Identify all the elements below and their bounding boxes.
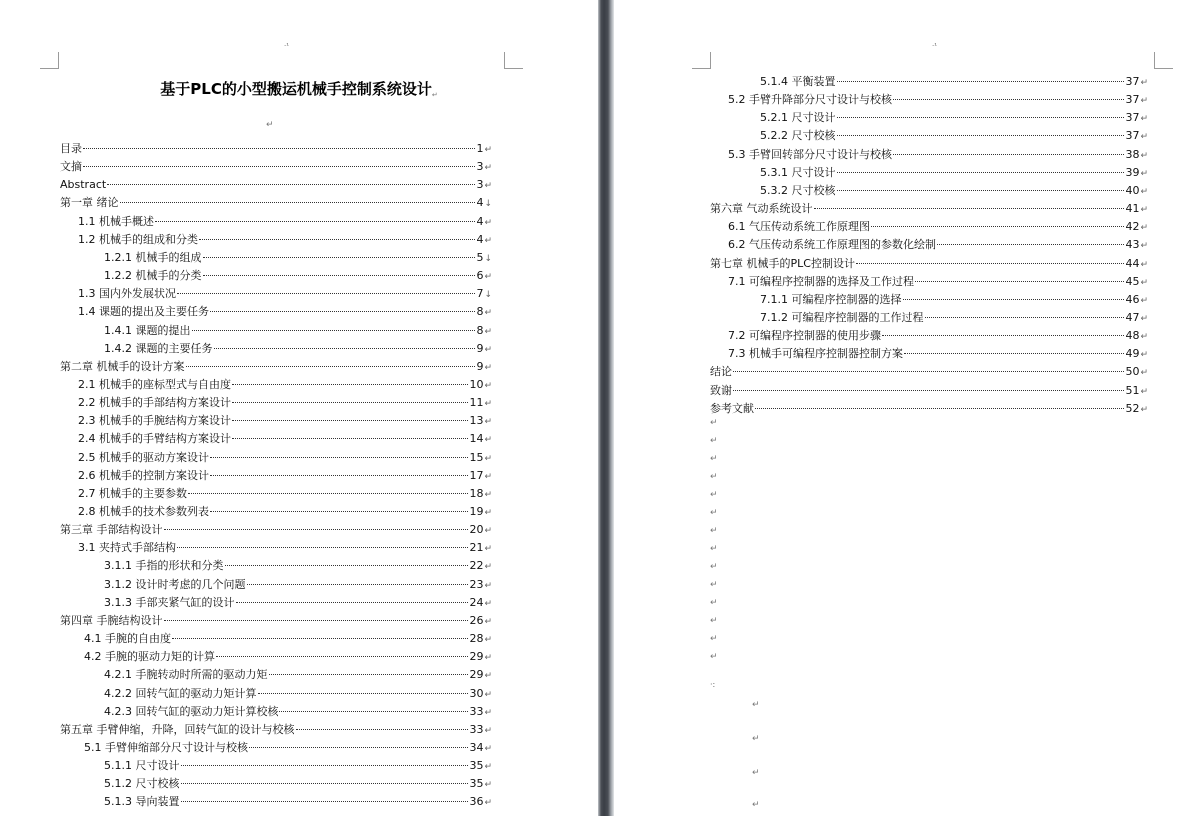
toc-leader-dots: [258, 679, 469, 694]
toc-leader-dots: [83, 152, 475, 167]
toc-entry-title: 7.1.1 可编程序控制器的选择: [760, 292, 902, 306]
toc-leader-dots: [915, 267, 1124, 282]
paragraph-mark: ↵: [710, 634, 718, 644]
toc-entry-title: 2.4 机械手的手臂结构方案设计: [78, 432, 231, 446]
toc-leader-dots: [164, 515, 469, 530]
toc-entry-title: 2.1 机械手的座标型式与自由度: [78, 377, 231, 391]
toc-entry-page: 40: [1125, 183, 1140, 197]
toc-entry-title: 5.3 手臂回转部分尺寸设计与校核: [728, 147, 892, 161]
paragraph-mark: ↓: [484, 290, 492, 301]
toc-entry-page: 52: [1125, 401, 1140, 415]
toc-entry-title: 5.3.1 尺寸设计: [760, 165, 836, 179]
toc-entry-title: 结论: [710, 365, 732, 379]
paragraph-mark: ↵: [1140, 295, 1148, 306]
toc-leader-dots: [837, 158, 1125, 173]
toc-entry-title: 4.2 手腕的驱动力矩的计算: [84, 650, 215, 664]
toc-entry-page: 42: [1125, 220, 1140, 234]
toc-entry-title: 第六章 气动系统设计: [710, 202, 813, 216]
toc-entry-title: 第一章 绪论: [60, 196, 119, 210]
toc-entry-page: 20: [469, 523, 484, 537]
toc-leader-dots: [871, 212, 1124, 227]
toc-entry-title: 5.1.4 平衡装置: [760, 75, 836, 88]
toc-leader-dots: [83, 134, 475, 149]
toc-entry-title: 第七章 机械手的PLC控制设计: [710, 256, 855, 270]
toc-entry-page: 3: [476, 178, 484, 192]
toc-entry-title: 1.1 机械手概述: [78, 214, 154, 228]
paragraph-mark: ↵: [710, 616, 718, 626]
toc-leader-dots: [210, 461, 468, 476]
toc-leader-dots: [893, 85, 1124, 100]
paragraph-mark: ↵: [1140, 78, 1148, 88]
paragraph-mark: ↵: [710, 472, 718, 482]
header-mark: ·¹: [284, 42, 290, 50]
toc-entry-title: 7.2 可编程序控制器的使用步骤: [728, 329, 881, 343]
toc-leader-dots: [279, 697, 468, 712]
toc-leader-dots: [837, 67, 1125, 82]
paragraph-mark: ↵: [1140, 168, 1148, 179]
toc-leader-dots: [216, 642, 468, 657]
toc-entry[interactable]: [710, 397, 1148, 415]
document-page-right: [614, 0, 1187, 816]
paragraph-mark: ↵: [484, 544, 492, 555]
toc-entry-title: 2.5 机械手的驱动方案设计: [78, 450, 209, 464]
paragraph-mark: ↵: [484, 635, 492, 646]
toc-entry-title: 1.2.1 机械手的组成: [104, 250, 202, 264]
paragraph-mark: ↵: [484, 362, 492, 373]
toc-entry-title: 1.4 课题的提出及主要任务: [78, 305, 209, 319]
paragraph-mark: ↵: [484, 616, 492, 627]
toc-entry-page: 22: [469, 559, 484, 573]
toc-entry-title: 5.2.1 尺寸设计: [760, 111, 836, 125]
toc-leader-dots: [120, 188, 476, 203]
toc-entry-title: 第四章 手腕结构设计: [60, 613, 163, 627]
toc-entry-title: 1.4.2 课题的主要任务: [104, 341, 213, 355]
toc-entry-page: 41: [1125, 202, 1140, 216]
toc-leader-dots: [232, 388, 468, 403]
toc-entry-page: 38: [1125, 147, 1140, 161]
toc-entry-title: 参考文献: [710, 401, 754, 415]
toc-entry-page: 33: [469, 722, 484, 736]
paragraph-mark: ↵: [1140, 368, 1148, 379]
paragraph-mark: ↵: [484, 762, 492, 773]
toc-entry-page: 15: [469, 450, 484, 464]
toc-leader-dots: [107, 170, 475, 185]
toc-leader-dots: [269, 660, 469, 675]
paragraph-mark: ↵: [710, 508, 718, 518]
toc-entry-title: 第五章 手臂伸缩，升降，回转气缸的设计与校核: [60, 722, 295, 736]
paragraph-mark: ↵: [484, 326, 492, 337]
toc-entry-page: 36: [469, 795, 484, 809]
paragraph-mark: ↵: [484, 272, 492, 283]
crop-mark-top-left: [40, 52, 59, 69]
toc-entry-page: 26: [469, 613, 484, 627]
toc-entry-page: 23: [469, 577, 484, 591]
toc-leader-dots: [181, 787, 469, 802]
toc-leader-dots: [733, 376, 1124, 391]
paragraph-mark: ↵: [484, 653, 492, 664]
toc-entry-title: 4.2.1 手腕转动时所需的驱动力矩: [104, 668, 268, 682]
toc-entry-page: 37: [1125, 93, 1140, 107]
toc-entry-page: 9: [476, 359, 484, 373]
paragraph-mark: ↵: [1140, 313, 1148, 324]
paragraph-mark: ↵: [710, 454, 718, 464]
crop-mark-top-right: [504, 52, 523, 69]
toc-entry-title: 4.2.3 回转气缸的驱动力矩计算校核: [104, 704, 279, 718]
toc-entry-title: 5.1.3 导向装置: [104, 795, 180, 809]
toc-leader-dots: [155, 207, 475, 222]
paragraph-mark: ↵: [484, 743, 492, 754]
toc-leader-dots: [837, 121, 1125, 136]
toc-leader-dots: [164, 606, 469, 621]
paragraph-mark: ↵: [1140, 350, 1148, 361]
toc-leader-dots: [225, 551, 469, 566]
paragraph-mark: ↓: [484, 253, 492, 264]
toc-entry-title: 7.1.2 可编程序控制器的工作过程: [760, 310, 924, 324]
paragraph-mark: ↵: [710, 562, 718, 572]
paragraph-mark: ↵: [1140, 114, 1148, 125]
toc-entry-title: 2.7 机械手的主要参数: [78, 486, 187, 500]
paragraph-mark: ↵: [1140, 332, 1148, 343]
paragraph-mark: ↵: [484, 417, 492, 428]
paragraph-mark: ↵: [484, 689, 492, 700]
toc-entry-page: 30: [469, 686, 484, 700]
paragraph-mark: ↵: [1140, 386, 1148, 397]
paragraph-mark: ↵: [484, 399, 492, 410]
toc-leader-dots: [232, 406, 468, 421]
toc-entry-title: 3.1.3 手部夹紧气缸的设计: [104, 595, 235, 609]
paragraph-mark: ↵: [484, 435, 492, 446]
toc-entry-page: 35: [469, 759, 484, 773]
toc-entry-page: 29: [469, 650, 484, 664]
toc-leader-dots: [247, 570, 469, 585]
paragraph-mark: ↵: [1140, 241, 1148, 252]
toc-entry-page: 13: [469, 414, 484, 428]
paragraph-mark: ↵: [752, 734, 760, 744]
document-title: [0, 78, 598, 99]
page-divider: [598, 0, 614, 816]
paragraph-mark: ↵: [752, 800, 760, 810]
toc-leader-dots: [893, 140, 1124, 155]
document-title-text: 基于PLC的小型搬运机械手控制系统设计: [160, 80, 432, 98]
toc-entry-page: 8: [476, 323, 484, 337]
paragraph-mark: ↵: [484, 145, 492, 155]
toc-entry-page: 7: [476, 287, 484, 301]
toc-entry-page: 4: [476, 196, 484, 210]
toc-entry-title: 1.3 国内外发展状况: [78, 287, 176, 301]
paragraph-mark: ↵: [484, 526, 492, 537]
paragraph-mark: ↵: [1140, 277, 1148, 288]
toc-leader-dots: [181, 769, 469, 784]
toc-leader-dots: [199, 225, 475, 240]
toc-entry[interactable]: [104, 790, 492, 808]
toc-leader-dots: [249, 733, 468, 748]
paragraph-mark: ↵: [710, 418, 718, 428]
paragraph-mark: ↵: [752, 700, 760, 710]
toc-entry-page: 51: [1125, 383, 1140, 397]
paragraph-mark: ↵: [710, 490, 718, 500]
paragraph-mark: ↵: [484, 344, 492, 355]
toc-entry-page: 47: [1125, 310, 1140, 324]
toc-entry-title: 6.1 气压传动系统工作原理图: [728, 220, 870, 234]
toc-leader-dots: [181, 751, 469, 766]
toc-leader-dots: [856, 249, 1125, 264]
toc-leader-dots: [232, 370, 468, 385]
toc-entry-page: 24: [469, 595, 484, 609]
toc-entry-title: 3.1 夹持式手部结构: [78, 541, 176, 555]
toc-leader-dots: [203, 243, 476, 258]
toc-entry-page: 44: [1125, 256, 1140, 270]
paragraph-mark: ↵: [1140, 132, 1148, 143]
paragraph-mark: ↵: [710, 544, 718, 554]
toc-entry-page: 35: [469, 777, 484, 791]
paragraph-mark: ↵: [484, 308, 492, 319]
toc-entry-title: 1.4.1 课题的提出: [104, 323, 191, 337]
paragraph-mark: ↵: [710, 436, 718, 446]
paragraph-mark: ↵: [752, 768, 760, 778]
toc-entry-page: 50: [1125, 365, 1140, 379]
toc-entry-page: 37: [1125, 75, 1140, 88]
toc-entry-page: 37: [1125, 129, 1140, 143]
toc-entry-title: 2.6 机械手的控制方案设计: [78, 468, 209, 482]
toc-entry-page: 9: [476, 341, 484, 355]
toc-entry-title: 5.1.1 尺寸设计: [104, 759, 180, 773]
paragraph-mark: ↵: [484, 453, 492, 464]
toc-leader-dots: [837, 103, 1125, 118]
toc-entry-title: 7.1 可编程序控制器的选择及工作过程: [728, 274, 914, 288]
toc-leader-dots: [210, 497, 468, 512]
paragraph-mark: ↵: [1140, 96, 1148, 107]
toc-entry-title: 5.1.2 尺寸校核: [104, 777, 180, 791]
paragraph-mark: ↵: [1140, 404, 1148, 415]
toc-entry-title: 5.3.2 尺寸校核: [760, 183, 836, 197]
toc-entry-page: 10: [469, 377, 484, 391]
toc-entry-title: 第二章 机械手的设计方案: [60, 359, 185, 373]
toc-leader-dots: [925, 303, 1125, 318]
toc-leader-dots: [755, 394, 1124, 409]
toc-entry-title: 4.2.2 回转气缸的驱动力矩计算: [104, 686, 257, 700]
toc-entry-title: 第三章 手部结构设计: [60, 523, 163, 537]
toc-leader-dots: [186, 352, 476, 367]
toc-entry-page: 28: [469, 632, 484, 646]
toc-entry-title: 4.1 手腕的自由度: [84, 632, 171, 646]
paragraph-mark: ↵: [484, 725, 492, 736]
paragraph-mark: ↵: [710, 526, 718, 536]
toc-entry-page: 19: [469, 505, 484, 518]
paragraph-mark: ↵: [266, 120, 274, 130]
paragraph-mark: ↵: [484, 489, 492, 500]
paragraph-mark: ↵: [484, 181, 492, 192]
paragraph-mark: ↵: [484, 798, 492, 809]
toc-entry-page: 18: [469, 486, 484, 500]
crop-mark-top-left: [692, 52, 711, 69]
toc-entry-title: 2.3 机械手的手腕结构方案设计: [78, 414, 231, 428]
toc-entry-page: 4: [476, 232, 484, 246]
toc-entry-title: 6.2 气压传动系统工作原理图的参数化绘制: [728, 238, 936, 252]
paragraph-mark: ↵: [484, 780, 492, 791]
toc-leader-dots: [903, 285, 1125, 300]
toc-leader-dots: [236, 588, 469, 603]
toc-leader-dots: [733, 357, 1124, 372]
toc-leader-dots: [177, 279, 475, 294]
toc-entry-title: 2.8 机械手的技术参数列表: [78, 505, 209, 518]
toc-leader-dots: [904, 339, 1124, 354]
paragraph-mark: ↵: [484, 598, 492, 609]
toc-entry-title: 7.3 机械手可编程序控制器控制方案: [728, 347, 903, 361]
toc-entry-page: 49: [1125, 347, 1140, 361]
toc-entry-page: 34: [469, 740, 484, 754]
paragraph-mark: ↵: [431, 91, 438, 99]
toc-entry-page: 43: [1125, 238, 1140, 252]
paragraph-mark: ↵: [484, 380, 492, 391]
toc-entry-page: 1: [476, 142, 484, 155]
paragraph-mark: ↵: [484, 508, 492, 518]
toc-entry-title: 1.2 机械手的组成和分类: [78, 232, 198, 246]
toc-leader-dots: [296, 715, 469, 730]
toc-leader-dots: [837, 176, 1125, 191]
paragraph-mark: ↵: [1140, 186, 1148, 197]
toc-leader-dots: [203, 261, 476, 276]
paragraph-mark: ↵: [1140, 205, 1148, 216]
toc-entry-title: 目录: [60, 142, 82, 155]
toc-entry-page: 39: [1125, 165, 1140, 179]
toc-leader-dots: [210, 443, 468, 458]
toc-entry-page: 17: [469, 468, 484, 482]
toc-leader-dots: [232, 424, 468, 439]
toc-entry-page: 45: [1125, 274, 1140, 288]
toc-entry-page: 14: [469, 432, 484, 446]
toc-entry-page: 48: [1125, 329, 1140, 343]
toc-entry-page: 6: [476, 269, 484, 283]
toc-leader-dots: [192, 316, 476, 331]
toc-entry-page: 29: [469, 668, 484, 682]
dot-mark: ·:: [710, 680, 716, 689]
toc-leader-dots: [172, 624, 468, 639]
paragraph-mark: ↵: [1140, 259, 1148, 270]
toc-entry-page: 3: [476, 160, 484, 174]
paragraph-mark: ↵: [484, 471, 492, 482]
toc-entry-title: 5.1 手臂伸缩部分尺寸设计与校核: [84, 740, 248, 754]
paragraph-mark: ↵: [484, 580, 492, 591]
paragraph-mark: ↵: [484, 235, 492, 246]
toc-entry-title: 1.2.2 机械手的分类: [104, 269, 202, 283]
paragraph-mark: ↵: [484, 707, 492, 718]
toc-entry-page: 8: [476, 305, 484, 319]
toc-entry-page: 33: [469, 704, 484, 718]
toc-leader-dots: [882, 321, 1124, 336]
toc-leader-dots: [177, 533, 468, 548]
paragraph-mark: ↵: [710, 580, 718, 590]
toc-entry-title: Abstract: [60, 178, 107, 192]
toc-entry-title: 文摘: [60, 160, 82, 174]
paragraph-mark: ↵: [710, 598, 718, 608]
toc-entry-page: 46: [1125, 292, 1140, 306]
paragraph-mark: ↵: [710, 652, 718, 662]
toc-leader-dots: [214, 334, 476, 349]
toc-entry-page: 21: [469, 541, 484, 555]
toc-entry-title: 3.1.2 设计时考虑的几个问题: [104, 577, 246, 591]
toc-entry-title: 致谢: [710, 383, 732, 397]
header-mark: ·¹: [932, 42, 938, 50]
toc-entry-page: 37: [1125, 111, 1140, 125]
toc-entry-page: 5: [476, 250, 484, 264]
crop-mark-top-right: [1154, 52, 1173, 69]
paragraph-mark: ↵: [484, 163, 492, 174]
toc-leader-dots: [814, 194, 1125, 209]
paragraph-mark: ↵: [484, 562, 492, 573]
paragraph-mark: ↵: [484, 217, 492, 228]
toc-leader-dots: [188, 479, 468, 494]
paragraph-mark: ↵: [484, 671, 492, 682]
toc-leader-dots: [937, 230, 1124, 245]
paragraph-mark: ↓: [484, 199, 492, 210]
toc-entry-title: 5.2 手臂升降部分尺寸设计与校核: [728, 93, 892, 107]
toc-entry-page: 11: [469, 396, 484, 410]
paragraph-mark: ↵: [1140, 150, 1148, 161]
toc-entry-title: 5.2.2 尺寸校核: [760, 129, 836, 143]
toc-leader-dots: [210, 297, 475, 312]
toc-entry-title: 2.2 机械手的手部结构方案设计: [78, 396, 231, 410]
paragraph-mark: ↵: [1140, 223, 1148, 234]
toc-entry-page: 4: [476, 214, 484, 228]
toc-entry-title: 3.1.1 手指的形状和分类: [104, 559, 224, 573]
